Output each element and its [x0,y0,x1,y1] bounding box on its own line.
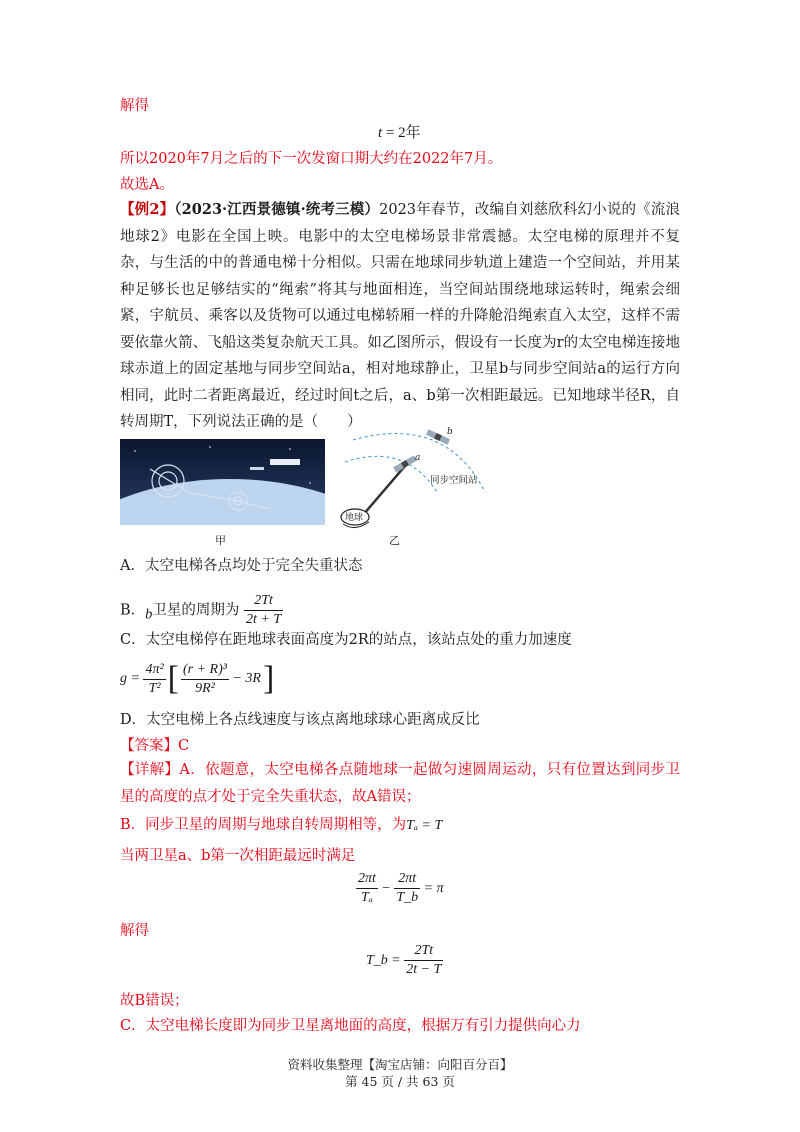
c-frac1 [143,661,165,698]
eq2-frac2 [394,870,420,907]
option-c-formula: g = $\frac{\text{4π²}}{\text{T²}}$ [ $\frac{\text{(r + R)³}}{\text{9R²}}$ − 3R ] [120,660,275,697]
eq2-minus: − [381,880,391,896]
detail-a [120,757,680,810]
choose-a-text: 故选A。 [120,177,174,193]
example-source: （2023·江西景德镇·统考三模） [174,201,380,218]
detail-c: C．太空电梯长度即为同步卫星离地面的高度，根据万有引力提供向心力 [120,1018,581,1034]
figure-jia-image [120,439,325,525]
option-a: A．太空电梯各点均处于完全失重状态 [120,558,363,574]
option-b-text: 卫星的周期为 [152,602,240,619]
option-b-prefix: B． [120,602,146,619]
footer-source: 资料收集整理【淘宝店铺：向阳百分百】 [287,1057,513,1072]
eq3-lhs: T_b = [366,952,401,968]
example-tag: 【例2】 [120,201,175,218]
c-tail: − 3R [232,671,261,686]
example-2-stem [120,197,680,436]
answer-label: 【答案】C [120,738,190,754]
c-g: g = [120,671,140,686]
detail-a-text: A．依题意，太空电梯各点随地球一起做匀速圆周运动，只有位置达到同步卫星的高度的点才处于完全失重状态，故A错误； [120,762,681,805]
eq3-den: 2t − T [406,962,442,977]
jiede-label-1: 解得 [120,98,149,114]
equation-t [378,121,421,142]
jiede-label-2: 解得 [120,923,149,939]
elevator-cable [363,466,405,515]
figure-yi-diagram [335,422,495,534]
option-b [120,592,283,627]
example-stem-text: 2023年春节，改编自刘慈欣科幻小说的《流浪地球2》电影在全国上映。电影中的太空电梯场景非常震撼。太空电梯的原理并不复杂，与生活的中的普通电梯十分相似。只需在地球同步轨道上建造一个空间站，并用某种足够长也足够结实的“绳索”将其与地面相连，当空间站围绕地球运转时，绳索会细紧，宇航员、乘客以及货物可以通过电梯轿厢一样的升降舱沿绳索直入太空，这样不需要依靠火箭、飞船这类复杂航天工具。如乙图所示，假设有一长度为r的太空电梯连接地球赤道上的固定基地与同步空间站a，相对地球静止，卫星b与同步空间站a的运行方向相同，此时二者距离最近，经过时间t之后，a、b第一次相距最远。已知地球半径R，自转周期T，下列说法正确的是（ ） [120,202,681,430]
sync-orbit [345,456,437,492]
footer-page-number: 第 45 页 / 共 63 页 [345,1074,455,1089]
eq3-num: 2Tt [404,942,443,961]
c-num2: (r + R)³ [181,661,229,680]
option-b-num: 2Tt [244,592,283,611]
c-den2: 9R² [195,680,215,696]
eq2-d1: Tₐ [361,890,373,905]
space-elevator-photo [120,439,325,525]
option-d: D．太空电梯上各点线速度与该点离地球球心距离成反比 [120,712,480,728]
option-b-var: b [145,606,153,623]
eq-t-rhs: = 2年 [385,125,421,141]
option-b-den: 2t + T [246,612,282,627]
eq3-frac [404,942,443,979]
eq2-frac1 [356,870,378,907]
eq2-d2: T_b [396,890,419,905]
detail-b [120,815,442,836]
option-b-fraction [244,592,283,629]
eq-ta: Tₐ = T [406,818,443,833]
c-num1: 4π² [143,661,165,680]
b-wrong-text: 故B错误； [120,993,189,1009]
detail-b-text: B．同步卫星的周期与地球自转周期相等，为 [120,817,407,833]
option-c: C．太空电梯停在距地球表面高度为2R的站点，该站点处的重力加速度 [120,632,572,648]
label-b: b [447,427,453,437]
eq2-rhs: = π [423,880,444,896]
label-earth: 地球 [345,513,364,523]
c-den1: T² [148,680,161,696]
eq2-n2: 2πt [394,870,420,889]
station-a-icon [393,455,417,472]
label-a: a [415,453,421,463]
conclusion-text: 所以2020年7月之后的下一次发窗口期大约在2022年7月。 [120,151,503,167]
detail-label: 【详解】 [120,762,180,778]
eq-t-lhs: t [378,125,383,141]
figure-yi-caption: 乙 [389,534,400,547]
when-text: 当两卫星a、b第一次相距最远时满足 [120,848,356,864]
figure-jia-caption: 甲 [215,534,226,547]
equation-2 [356,870,444,907]
equation-3 [366,942,443,979]
eq2-n1: 2πt [356,870,378,889]
label-station: 同步空间站 [430,475,478,486]
c-frac2 [181,661,229,698]
